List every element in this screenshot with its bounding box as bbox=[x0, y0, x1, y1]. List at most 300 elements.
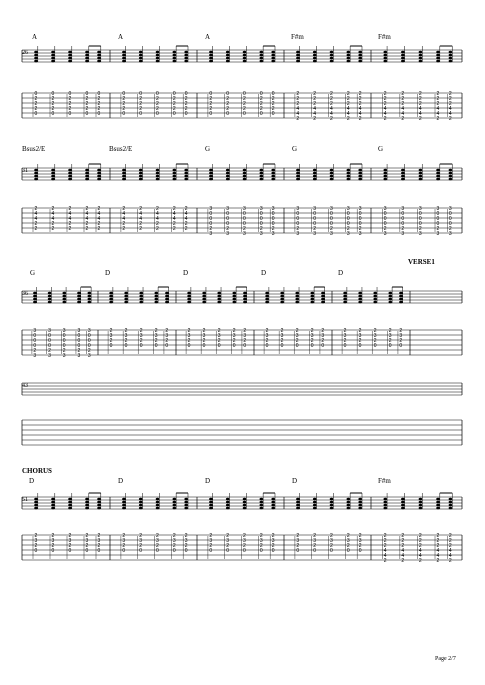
tab-fret-number: 0 bbox=[259, 216, 263, 222]
note-head bbox=[401, 507, 405, 510]
tab-fret-number: 0 bbox=[226, 91, 229, 97]
note-head bbox=[122, 498, 126, 501]
tab-fret-number: 2 bbox=[358, 101, 362, 107]
tab-fret-number: 2 bbox=[401, 558, 405, 564]
tab-fret-number: 2 bbox=[383, 116, 387, 122]
note-head bbox=[97, 178, 101, 181]
tab-fret-number: 3 bbox=[226, 538, 229, 544]
note-head bbox=[48, 295, 52, 298]
chord-label: D bbox=[118, 477, 124, 485]
tab-fret-number: 2 bbox=[139, 221, 142, 227]
note-head bbox=[33, 295, 37, 298]
note-head bbox=[184, 507, 188, 510]
tab-fret-number: 2 bbox=[271, 543, 275, 549]
tab-fret-number: 2 bbox=[243, 96, 246, 102]
tab-fret-number: 0 bbox=[87, 333, 91, 339]
note-head bbox=[85, 54, 89, 57]
note-head bbox=[226, 57, 230, 60]
note-head bbox=[217, 298, 221, 301]
note-head bbox=[243, 295, 247, 298]
note-head bbox=[310, 301, 314, 304]
tab-fret-number: 4 bbox=[448, 111, 452, 117]
note-head bbox=[154, 301, 158, 304]
note-head bbox=[383, 169, 387, 172]
tab-fret-number: 2 bbox=[209, 533, 213, 539]
tab-fret-number: 3 bbox=[156, 538, 159, 544]
tab-fret-number: 3 bbox=[358, 333, 362, 339]
note-head bbox=[85, 169, 89, 172]
tab-fret-number: 0 bbox=[226, 211, 229, 217]
tab-fret-number: 2 bbox=[139, 533, 142, 539]
note-head bbox=[419, 169, 423, 172]
tab-fret-number: 3 bbox=[122, 538, 126, 544]
tab-fret-number: 4 bbox=[346, 106, 350, 112]
note-head bbox=[85, 501, 89, 504]
note-head bbox=[124, 298, 128, 301]
tab-fret-number: 4 bbox=[51, 211, 55, 217]
note-head bbox=[34, 501, 38, 504]
tab-fret-number: 2 bbox=[448, 533, 452, 539]
note-head bbox=[187, 292, 191, 295]
note-head bbox=[124, 295, 128, 298]
note-head bbox=[383, 54, 387, 57]
tab-fret-number: 0 bbox=[77, 338, 81, 344]
tab-fret-number: 2 bbox=[172, 533, 176, 539]
note-head bbox=[280, 301, 284, 304]
note-head bbox=[313, 172, 317, 175]
tab-fret-number: 3 bbox=[401, 231, 405, 237]
tab-fret-number: 2 bbox=[124, 328, 128, 334]
note-head bbox=[383, 57, 387, 60]
note-head bbox=[88, 298, 92, 301]
note-head bbox=[347, 501, 351, 504]
tab-fret-number: 0 bbox=[187, 343, 191, 349]
tab-fret-number: 3 bbox=[165, 333, 169, 339]
tab-fret-number: 2 bbox=[68, 206, 72, 212]
note-head bbox=[51, 178, 55, 181]
tab-fret-number: 3 bbox=[139, 333, 143, 339]
tab-fret-number: 2 bbox=[172, 221, 176, 227]
tab-fret-number: 2 bbox=[330, 96, 333, 102]
note-head bbox=[226, 504, 230, 507]
note-head bbox=[296, 175, 300, 178]
tab-fret-number: 3 bbox=[399, 333, 403, 339]
note-head bbox=[260, 504, 264, 507]
note-head bbox=[109, 292, 113, 295]
tab-fret-number: 2 bbox=[330, 101, 333, 107]
tab-fret-number: 2 bbox=[418, 116, 422, 122]
tab-fret-number: 2 bbox=[68, 533, 72, 539]
tab-fret-number: 0 bbox=[139, 91, 142, 97]
tab-fret-number: 2 bbox=[122, 206, 126, 212]
note-head bbox=[68, 172, 72, 175]
tab-fret-number: 2 bbox=[296, 226, 300, 232]
tab-fret-number: 3 bbox=[313, 206, 316, 212]
note-head bbox=[358, 507, 362, 510]
note-head bbox=[209, 498, 213, 501]
note-head bbox=[401, 175, 405, 178]
tab-fret-number: 2 bbox=[139, 328, 143, 334]
tab-fret-number: 0 bbox=[401, 211, 405, 217]
note-head bbox=[209, 169, 213, 172]
tab-fret-number: 0 bbox=[436, 221, 440, 227]
tab-fret-number: 2 bbox=[85, 533, 89, 539]
tab-fret-number: 3 bbox=[33, 328, 37, 334]
note-head bbox=[202, 295, 206, 298]
tab-fret-number: 2 bbox=[85, 101, 89, 107]
chord-label: F#m bbox=[378, 33, 391, 41]
note-head bbox=[139, 501, 143, 504]
note-head bbox=[243, 507, 247, 510]
tab-fret-number: 3 bbox=[259, 538, 263, 544]
tab-fret-number: 4 bbox=[313, 111, 316, 117]
tab-fret-number: 2 bbox=[383, 558, 387, 564]
tab-fret-number: 2 bbox=[358, 116, 362, 122]
tab-fret-number: 2 bbox=[383, 533, 387, 539]
note-head bbox=[209, 501, 213, 504]
tab-fret-number: 2 bbox=[34, 221, 38, 227]
tab-fret-number: 2 bbox=[418, 543, 422, 549]
note-head bbox=[97, 172, 101, 175]
tab-fret-number: 2 bbox=[122, 221, 126, 227]
note-head bbox=[347, 507, 351, 510]
note-head bbox=[173, 175, 177, 178]
note-head bbox=[347, 51, 351, 54]
note-head bbox=[97, 60, 101, 63]
tab-fret-number: 0 bbox=[358, 548, 362, 554]
note-head bbox=[260, 178, 264, 181]
tab-fret-number: 2 bbox=[85, 206, 89, 212]
note-head bbox=[122, 178, 126, 181]
note-head bbox=[449, 172, 453, 175]
note-head bbox=[97, 57, 101, 60]
tab-fret-number: 2 bbox=[97, 106, 101, 112]
tab-fret-number: 0 bbox=[85, 91, 89, 97]
note-head bbox=[226, 60, 230, 63]
tab-fret-number: 2 bbox=[243, 106, 246, 112]
note-head bbox=[139, 178, 143, 181]
note-head bbox=[358, 172, 362, 175]
note-head bbox=[62, 295, 66, 298]
tab-fret-number: 2 bbox=[358, 226, 362, 232]
tab-fret-number: 4 bbox=[383, 553, 387, 559]
tab-fret-number: 2 bbox=[156, 221, 159, 227]
tab-fret-number: 2 bbox=[436, 226, 440, 232]
tab-fret-number: 0 bbox=[296, 221, 300, 227]
tab-fret-number: 2 bbox=[122, 543, 126, 549]
tab-fret-number: 0 bbox=[209, 211, 213, 217]
tab-fret-number: 2 bbox=[310, 328, 314, 334]
note-head bbox=[122, 60, 126, 63]
tab-fret-number: 4 bbox=[156, 211, 159, 217]
tab-fret-number: 0 bbox=[448, 216, 452, 222]
tab-fret-number: 0 bbox=[358, 221, 362, 227]
tab-fret-number: 2 bbox=[34, 96, 38, 102]
tab-fret-number: 0 bbox=[156, 111, 159, 117]
note-head bbox=[62, 292, 66, 295]
tab-fret-number: 0 bbox=[259, 91, 263, 97]
tab-fret-number: 2 bbox=[154, 328, 158, 334]
tab-fret-number: 0 bbox=[243, 91, 246, 97]
tab-fret-number: 0 bbox=[68, 91, 72, 97]
note-head bbox=[209, 504, 213, 507]
note-head bbox=[226, 172, 230, 175]
tab-fret-number: 3 bbox=[313, 231, 316, 237]
tab-fret-number: 2 bbox=[122, 533, 126, 539]
tab-fret-number: 2 bbox=[346, 116, 350, 122]
tab-fret-number: 3 bbox=[265, 333, 269, 339]
tab-fret-number: 2 bbox=[418, 558, 422, 564]
note-head bbox=[33, 301, 37, 304]
tab-fret-number: 3 bbox=[184, 538, 188, 544]
tab-fret-number: 0 bbox=[97, 111, 101, 117]
tab-fret-number: 2 bbox=[85, 543, 89, 549]
tab-fret-number: 3 bbox=[232, 333, 236, 339]
note-head bbox=[280, 298, 284, 301]
note-head bbox=[449, 498, 453, 501]
tab-fret-number: 2 bbox=[383, 543, 387, 549]
note-head bbox=[358, 60, 362, 63]
tab-fret-number: 2 bbox=[184, 543, 188, 549]
note-head bbox=[184, 54, 188, 57]
note-head bbox=[373, 295, 377, 298]
tab-fret-number: 3 bbox=[448, 231, 452, 237]
chord-label: D bbox=[292, 477, 298, 485]
note-head bbox=[85, 57, 89, 60]
note-head bbox=[88, 301, 92, 304]
note-head bbox=[358, 295, 362, 298]
tab-fret-number: 3 bbox=[243, 231, 246, 237]
tab-fret-number: 2 bbox=[172, 206, 176, 212]
tab-fret-number: 2 bbox=[313, 96, 316, 102]
tab-fret-number: 2 bbox=[85, 226, 89, 232]
note-head bbox=[97, 175, 101, 178]
note-head bbox=[34, 172, 38, 175]
note-head bbox=[265, 301, 269, 304]
note-head bbox=[209, 60, 213, 63]
tab-fret-number: 4 bbox=[418, 553, 422, 559]
tab-fret-number: 2 bbox=[436, 543, 440, 549]
tab-fret-number: 0 bbox=[265, 343, 269, 349]
tab-fret-number: 4 bbox=[401, 548, 405, 554]
note-head bbox=[330, 51, 334, 54]
note-head bbox=[271, 169, 275, 172]
tab-fret-number: 2 bbox=[156, 101, 159, 107]
tab-fret-number: 0 bbox=[87, 338, 91, 344]
note-head bbox=[296, 54, 300, 57]
tab-fret-number: 2 bbox=[48, 348, 51, 354]
tab-fret-number: 2 bbox=[271, 533, 275, 539]
tab-fret-number: 2 bbox=[209, 106, 213, 112]
tab-fret-number: 0 bbox=[172, 111, 176, 117]
tab-fret-number: 2 bbox=[418, 91, 422, 97]
tab-fret-number: 0 bbox=[33, 343, 37, 349]
note-head bbox=[226, 501, 230, 504]
note-head bbox=[383, 498, 387, 501]
tab-fret-number: 0 bbox=[209, 91, 213, 97]
tab-fret-number: 0 bbox=[48, 343, 51, 349]
tab-fret-number: 3 bbox=[97, 538, 101, 544]
tab-fret-number: 3 bbox=[418, 231, 422, 237]
note-head bbox=[260, 51, 264, 54]
note-head bbox=[436, 54, 440, 57]
note-head bbox=[271, 172, 275, 175]
note-head bbox=[51, 60, 55, 63]
tab-fret-number: 2 bbox=[184, 96, 188, 102]
note-head bbox=[184, 172, 188, 175]
note-head bbox=[313, 57, 317, 60]
note-head bbox=[226, 175, 230, 178]
tab-fret-number: 2 bbox=[122, 106, 126, 112]
note-head bbox=[358, 292, 362, 295]
note-head bbox=[173, 54, 177, 57]
tab-fret-number: 4 bbox=[34, 211, 38, 217]
note-head bbox=[243, 172, 247, 175]
tab-fret-number: 2 bbox=[418, 101, 422, 107]
note-head bbox=[449, 51, 453, 54]
note-head bbox=[226, 178, 230, 181]
tab-fret-number: 2 bbox=[51, 206, 55, 212]
note-head bbox=[347, 172, 351, 175]
note-head bbox=[419, 51, 423, 54]
note-head bbox=[243, 504, 247, 507]
chord-label: D bbox=[183, 269, 189, 277]
tab-fret-number: 4 bbox=[383, 548, 387, 554]
tab-fret-number: 3 bbox=[296, 538, 300, 544]
chord-label: Bsus2/E bbox=[109, 145, 133, 153]
tab-fret-number: 2 bbox=[217, 328, 221, 334]
tab-fret-number: 2 bbox=[295, 328, 299, 334]
tab-fret-number: 0 bbox=[77, 343, 81, 349]
note-head bbox=[436, 51, 440, 54]
tab-fret-number: 0 bbox=[226, 216, 229, 222]
tab-fret-number: 0 bbox=[34, 111, 38, 117]
note-head bbox=[321, 292, 325, 295]
tab-fret-number: 2 bbox=[296, 101, 300, 107]
tab-fret-number: 2 bbox=[68, 543, 72, 549]
tab-fret-number: 3 bbox=[388, 333, 392, 339]
note-head bbox=[48, 292, 52, 295]
tab-fret-number: 2 bbox=[296, 533, 300, 539]
tab-fret-number: 2 bbox=[156, 533, 159, 539]
note-head bbox=[296, 60, 300, 63]
note-head bbox=[271, 498, 275, 501]
tab-fret-number: 0 bbox=[271, 91, 275, 97]
note-head bbox=[156, 175, 160, 178]
note-head bbox=[330, 172, 334, 175]
note-head bbox=[62, 298, 66, 301]
tab-fret-number: 2 bbox=[259, 543, 263, 549]
tab-fret-number: 0 bbox=[33, 333, 37, 339]
chord-label: D bbox=[261, 269, 267, 277]
note-head bbox=[358, 57, 362, 60]
note-head bbox=[419, 504, 423, 507]
tab-fret-number: 0 bbox=[226, 548, 229, 554]
tab-fret-number: 0 bbox=[383, 216, 387, 222]
tab-fret-number: 2 bbox=[165, 338, 169, 344]
tab-fret-number: 0 bbox=[243, 111, 246, 117]
note-head bbox=[156, 169, 160, 172]
tab-fret-number: 2 bbox=[373, 338, 377, 344]
note-head bbox=[330, 507, 334, 510]
note-head bbox=[122, 172, 126, 175]
tab-fret-number: 0 bbox=[243, 216, 246, 222]
tab-fret-number: 2 bbox=[401, 101, 405, 107]
tab-fret-number: 3 bbox=[358, 231, 362, 237]
note-head bbox=[184, 501, 188, 504]
tab-fret-number: 2 bbox=[97, 206, 101, 212]
tab-fret-number: 2 bbox=[51, 106, 55, 112]
note-head bbox=[184, 169, 188, 172]
tab-fret-number: 0 bbox=[448, 211, 452, 217]
tab-fret-number: 4 bbox=[156, 216, 159, 222]
note-head bbox=[243, 51, 247, 54]
note-head bbox=[383, 504, 387, 507]
tab-fret-number: 3 bbox=[418, 206, 422, 212]
note-head bbox=[187, 298, 191, 301]
chord-label: G bbox=[205, 145, 211, 153]
note-head bbox=[296, 498, 300, 501]
note-head bbox=[388, 295, 392, 298]
note-head bbox=[347, 498, 351, 501]
tab-fret-number: 2 bbox=[77, 348, 81, 354]
note-head bbox=[330, 57, 334, 60]
note-head bbox=[449, 507, 453, 510]
note-head bbox=[296, 507, 300, 510]
tab-fret-number: 2 bbox=[401, 543, 405, 549]
note-head bbox=[202, 301, 206, 304]
tab-fret-number: 0 bbox=[172, 91, 176, 97]
note-head bbox=[330, 175, 334, 178]
tab-fret-number: 0 bbox=[358, 211, 362, 217]
note-head bbox=[154, 295, 158, 298]
tab-fret-number: 2 bbox=[209, 226, 213, 232]
note-head bbox=[85, 175, 89, 178]
note-head bbox=[51, 175, 55, 178]
note-head bbox=[260, 54, 264, 57]
note-head bbox=[122, 57, 126, 60]
tab-fret-number: 2 bbox=[184, 226, 188, 232]
note-head bbox=[85, 498, 89, 501]
tab-fret-number: 3 bbox=[343, 333, 347, 339]
tab-fret-number: 4 bbox=[418, 111, 422, 117]
tab-fret-number: 0 bbox=[418, 221, 422, 227]
tab-fret-number: 2 bbox=[448, 558, 452, 564]
note-head bbox=[156, 57, 160, 60]
tab-fret-number: 4 bbox=[330, 106, 333, 112]
tab-fret-number: 3 bbox=[187, 333, 191, 339]
note-head bbox=[296, 504, 300, 507]
note-head bbox=[97, 498, 101, 501]
note-head bbox=[260, 507, 264, 510]
note-head bbox=[449, 175, 453, 178]
tab-fret-number: 2 bbox=[436, 101, 440, 107]
tab-fret-number: 3 bbox=[209, 206, 213, 212]
note-head bbox=[139, 169, 143, 172]
tab-fret-number: 0 bbox=[85, 111, 89, 117]
note-head bbox=[347, 504, 351, 507]
tab-fret-number: 2 bbox=[418, 226, 422, 232]
tab-fret-number: 0 bbox=[259, 111, 263, 117]
tab-fret-number: 3 bbox=[296, 206, 300, 212]
tab-fret-number: 4 bbox=[296, 111, 300, 117]
note-head bbox=[296, 172, 300, 175]
note-head bbox=[260, 498, 264, 501]
tab-fret-number: 2 bbox=[259, 101, 263, 107]
note-head bbox=[373, 292, 377, 295]
note-head bbox=[139, 172, 143, 175]
tab-fret-number: 3 bbox=[373, 333, 377, 339]
